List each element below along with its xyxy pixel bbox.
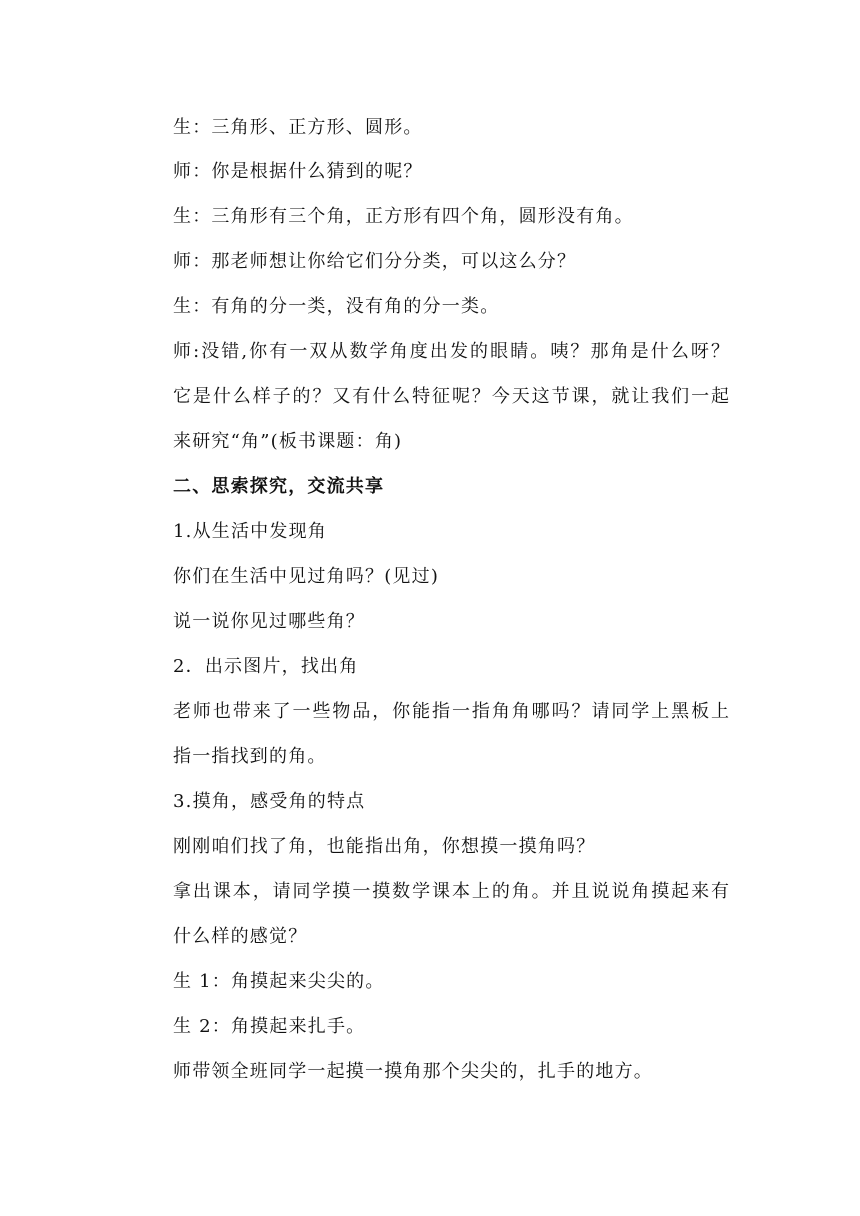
subsection-title-1: 1.从生活中发现角 <box>173 521 327 542</box>
dialogue-line-student-classify: 生：有角的分一类，没有角的分一类。 <box>173 296 500 317</box>
paragraph-line-continued: 它是什么样子的？又有什么特征呢？今天这节课，就让我们一起 <box>173 386 729 407</box>
dialogue-line-teacher-intro: 师:没错,你有一双从数学角度出发的眼睛。咦？那角是什么呀？ <box>173 341 729 362</box>
dialogue-line-student-shapes: 生：三角形、正方形、圆形。 <box>173 117 423 138</box>
paragraph-line: 拿出课本，请同学摸一摸数学课本上的角。并且说说角摸起来有 <box>173 881 729 902</box>
dialogue-line-student-1: 生 1：角摸起来尖尖的。 <box>173 971 385 992</box>
dialogue-line-student-2: 生 2：角摸起来扎手。 <box>173 1016 366 1037</box>
section-heading: 二、思索探究，交流共享 <box>173 476 385 497</box>
subsection-title-3: 3.摸角，感受角的特点 <box>173 791 366 812</box>
paragraph-line-topic: 来研究“角”(板书课题：角) <box>173 431 403 452</box>
paragraph-line: 你们在生活中见过角吗？(见过) <box>173 566 440 587</box>
paragraph-line-final: 师带领全班同学一起摸一摸角那个尖尖的，扎手的地方。 <box>173 1061 653 1082</box>
dialogue-line-teacher-question: 师：你是根据什么猜到的呢？ <box>173 161 423 182</box>
subsection-title-2: 2．出示图片，找出角 <box>173 656 359 677</box>
paragraph-line: 刚刚咱们找了角，也能指出角，你想摸一摸角吗？ <box>173 836 596 857</box>
paragraph-line: 说一说你见过哪些角？ <box>173 611 365 632</box>
paragraph-line: 指一指找到的角。 <box>173 746 327 767</box>
dialogue-line-teacher-classify: 师：那老师想让你给它们分分类，可以这么分？ <box>173 251 577 272</box>
paragraph-line: 老师也带来了一些物品，你能指一指角角哪吗？请同学上黑板上 <box>173 701 729 722</box>
dialogue-line-student-answer: 生：三角形有三个角，正方形有四个角，圆形没有角。 <box>173 206 634 227</box>
paragraph-line: 什么样的感觉？ <box>173 926 308 947</box>
